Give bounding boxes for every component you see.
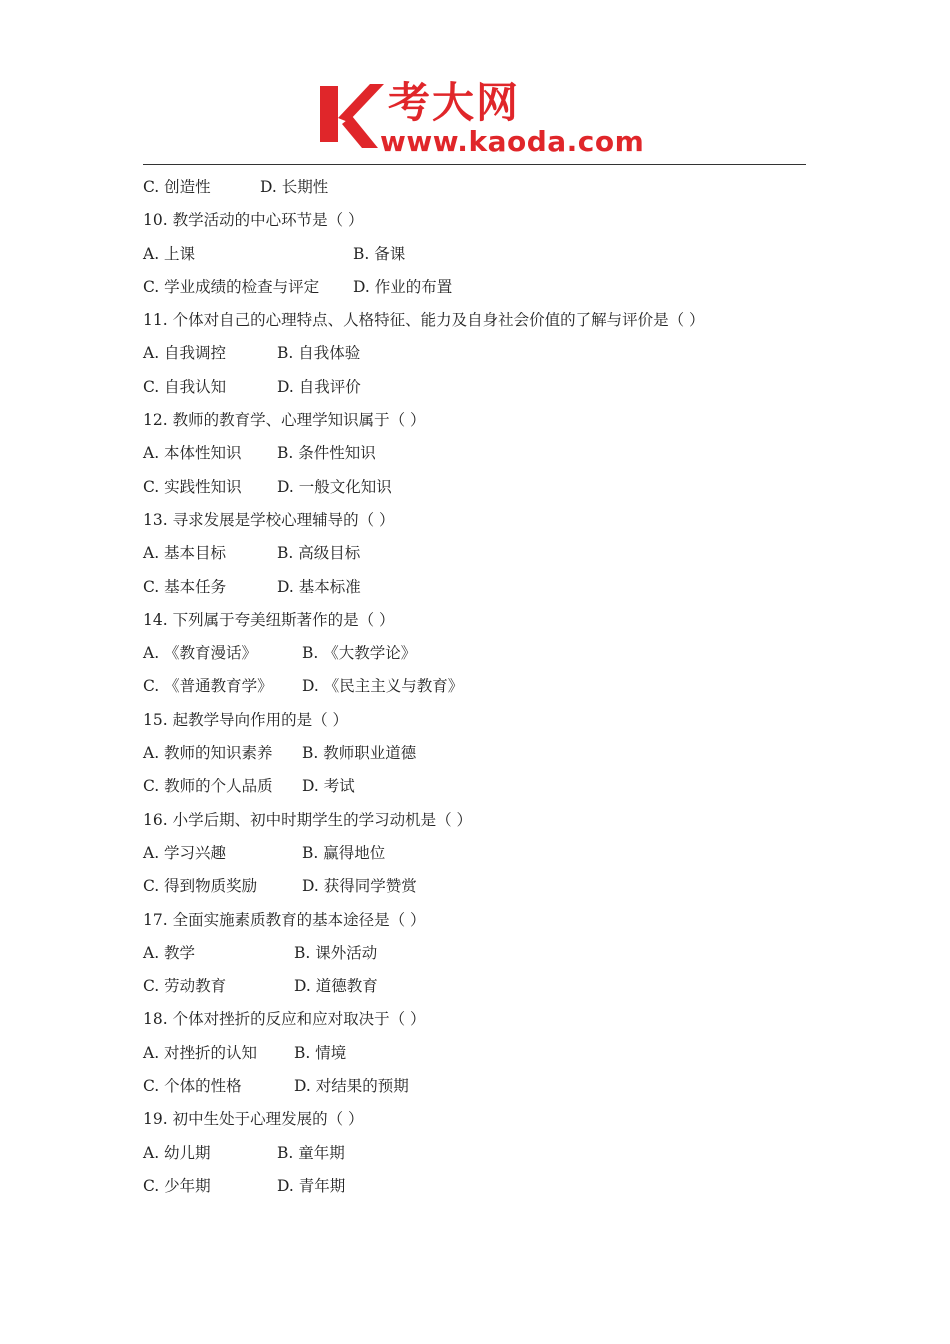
option-left: C. 劳动教育 (143, 977, 227, 996)
option-left: A. 幼儿期 (143, 1143, 211, 1162)
k-logo-icon (318, 78, 388, 150)
option-right: B. 情境 (294, 1043, 347, 1062)
option-row (143, 575, 806, 608)
option-row (143, 341, 806, 374)
option-right: B. 高级目标 (277, 544, 361, 563)
option-right: D. 获得同学赞赏 (302, 877, 417, 896)
option-row (143, 1041, 806, 1074)
question-stem: 14. 下列属于夸美纽斯著作的是（ ） (143, 610, 395, 629)
option-right: B. 条件性知识 (277, 444, 376, 463)
option-row (143, 741, 806, 774)
page-header (0, 0, 950, 168)
question-stem: 13. 寻求发展是学校心理辅导的（ ） (143, 510, 395, 529)
option-left: A. 教师的知识素养 (143, 744, 273, 763)
option-row (143, 674, 806, 707)
option-left: C. 自我认知 (143, 377, 227, 396)
option-right: D. 考试 (302, 777, 355, 796)
option-row (143, 175, 806, 208)
option-right: B. 《大教学论》 (302, 644, 417, 663)
option-left: C. 《普通教育学》 (143, 677, 273, 696)
option-row (143, 541, 806, 574)
option-right: D. 道德教育 (294, 977, 378, 996)
option-left: C. 实践性知识 (143, 477, 242, 496)
option-left: A. 《教育漫话》 (143, 644, 258, 663)
option-right: D. 青年期 (277, 1176, 346, 1195)
question-stem: 18. 个体对挫折的反应和应对取决于（ ） (143, 1010, 426, 1029)
option-row (143, 641, 806, 674)
option-row (143, 275, 806, 308)
option-right: D. 长期性 (260, 178, 329, 196)
option-row (143, 1141, 806, 1174)
question-stem: 19. 初中生处于心理发展的（ ） (143, 1110, 364, 1129)
option-left: C. 学业成绩的检查与评定 (143, 277, 320, 296)
question-stem: 10. 教学活动的中心环节是（ ） (143, 211, 364, 230)
option-row (143, 1174, 806, 1207)
option-row (143, 475, 806, 508)
option-row (143, 441, 806, 474)
option-left: C. 个体的性格 (143, 1077, 242, 1096)
option-right: B. 童年期 (277, 1143, 345, 1162)
option-row (143, 375, 806, 408)
logo-url-text: www.kaoda.com (380, 125, 645, 158)
option-left: C. 少年期 (143, 1176, 211, 1195)
option-row (143, 242, 806, 275)
option-left: C. 教师的个人品质 (143, 777, 273, 796)
question-list (143, 175, 806, 1207)
header-divider (143, 164, 806, 165)
option-row (143, 774, 806, 807)
option-right: D. 对结果的预期 (294, 1077, 409, 1096)
question-stem: 16. 小学后期、初中时期学生的学习动机是（ ） (143, 810, 473, 829)
option-left: C. 创造性 (143, 178, 211, 196)
option-right: B. 课外活动 (294, 943, 378, 962)
option-right: D. 自我评价 (277, 377, 361, 396)
option-right: D. 作业的布置 (353, 277, 453, 296)
question-stem: 11. 个体对自己的心理特点、人格特征、能力及自身社会价值的了解与评价是（ ） (143, 311, 705, 330)
option-left: A. 基本目标 (143, 544, 227, 563)
option-row (143, 874, 806, 907)
option-right: D. 《民主主义与教育》 (302, 677, 464, 696)
option-right: D. 基本标准 (277, 577, 361, 596)
option-row (143, 974, 806, 1007)
option-right: B. 赢得地位 (302, 843, 386, 862)
option-left: A. 教学 (143, 943, 196, 962)
option-left: C. 得到物质奖励 (143, 877, 258, 896)
question-stem: 15. 起教学导向作用的是（ ） (143, 710, 349, 729)
option-right: B. 自我体验 (277, 344, 361, 363)
option-left: A. 自我调控 (143, 344, 227, 363)
option-right: D. 一般文化知识 (277, 477, 392, 496)
option-row (143, 941, 806, 974)
logo-chinese-text: 考大网 (388, 78, 521, 127)
option-left: A. 对挫折的认知 (143, 1043, 258, 1062)
option-left: A. 本体性知识 (143, 444, 242, 463)
question-stem: 17. 全面实施素质教育的基本途径是（ ） (143, 910, 426, 929)
option-right: B. 教师职业道德 (302, 744, 417, 763)
option-right: B. 备课 (353, 244, 406, 263)
kaoda-logo[interactable] (318, 78, 645, 162)
question-stem: 12. 教师的教育学、心理学知识属于（ ） (143, 411, 426, 430)
option-left: A. 上课 (143, 244, 196, 263)
option-left: C. 基本任务 (143, 577, 227, 596)
option-row (143, 841, 806, 874)
option-left: A. 学习兴趣 (143, 843, 227, 862)
option-row (143, 1074, 806, 1107)
